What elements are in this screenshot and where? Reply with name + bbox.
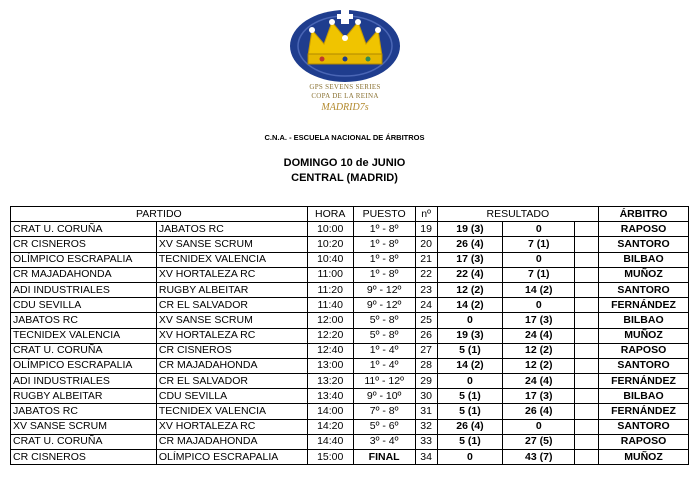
team-away-cell: TECNIDEX VALENCIA (156, 404, 307, 419)
score-home-cell: 14 (2) (437, 298, 503, 313)
score-spacer-cell (575, 419, 599, 434)
score-away-cell: 0 (503, 298, 575, 313)
team-home-cell: CRAT U. CORUÑA (11, 343, 157, 358)
position-cell: 9º - 12º (353, 282, 415, 297)
table-row (11, 419, 689, 434)
table-row (11, 404, 689, 419)
score-home-cell: 26 (4) (437, 237, 503, 252)
team-home-cell: RUGBY ALBEITAR (11, 389, 157, 404)
time-cell: 10:00 (307, 222, 353, 237)
score-home-cell: 19 (3) (437, 328, 503, 343)
score-away-cell: 0 (503, 222, 575, 237)
referee-cell: FERNÁNDEZ (599, 298, 689, 313)
score-spacer-cell (575, 434, 599, 449)
position-cell: 9º - 10º (353, 389, 415, 404)
time-cell: 12:40 (307, 343, 353, 358)
position-cell: 3º - 4º (353, 434, 415, 449)
match-number-cell: 23 (415, 282, 437, 297)
organization-title: C.N.A. - ESCUELA NACIONAL DE ÁRBITROS (264, 133, 425, 142)
schedule-table (10, 206, 689, 465)
score-away-cell: 12 (2) (503, 343, 575, 358)
referee-cell: RAPOSO (599, 222, 689, 237)
table-row (11, 252, 689, 267)
header-hora: HORA (307, 207, 353, 222)
team-away-cell: TECNIDEX VALENCIA (156, 252, 307, 267)
venue-heading: CENTRAL (MADRID) (291, 172, 398, 184)
score-spacer-cell (575, 343, 599, 358)
time-cell: 10:20 (307, 237, 353, 252)
header-puesto: PUESTO (353, 207, 415, 222)
match-number-cell: 28 (415, 358, 437, 373)
score-spacer-cell (575, 358, 599, 373)
team-home-cell: CDU SEVILLA (11, 298, 157, 313)
time-cell: 10:40 (307, 252, 353, 267)
position-cell: 5º - 6º (353, 419, 415, 434)
header-arbitro: ÁRBITRO (599, 207, 689, 222)
score-home-cell: 26 (4) (437, 419, 503, 434)
date-heading: DOMINGO 10 de JUNIO (283, 157, 406, 169)
score-spacer-cell (575, 374, 599, 389)
table-row (11, 222, 689, 237)
logo-line-1: GPS SEVENS SERIES (309, 83, 381, 91)
match-number-cell: 20 (415, 237, 437, 252)
team-away-cell: RUGBY ALBEITAR (156, 282, 307, 297)
team-away-cell: XV HORTALEZA RC (156, 328, 307, 343)
score-spacer-cell (575, 450, 599, 465)
team-away-cell: JABATOS RC (156, 222, 307, 237)
team-away-cell: XV HORTALEZA RC (156, 419, 307, 434)
score-home-cell: 0 (437, 374, 503, 389)
referee-cell: MUÑOZ (599, 450, 689, 465)
team-away-cell: XV SANSE SCRUM (156, 313, 307, 328)
position-cell: 1º - 8º (353, 267, 415, 282)
table-row (11, 358, 689, 373)
logo-line-3: MADRID7s (321, 102, 369, 113)
score-away-cell: 12 (2) (503, 358, 575, 373)
referee-cell: BILBAO (599, 252, 689, 267)
table-row (11, 328, 689, 343)
table-row (11, 313, 689, 328)
time-cell: 11:20 (307, 282, 353, 297)
team-home-cell: ADI INDUSTRIALES (11, 282, 157, 297)
position-cell: 1º - 4º (353, 358, 415, 373)
referee-cell: SANTORO (599, 358, 689, 373)
team-home-cell: ADI INDUSTRIALES (11, 374, 157, 389)
table-row (11, 434, 689, 449)
table-row (11, 237, 689, 252)
match-number-cell: 25 (415, 313, 437, 328)
team-away-cell: CR CISNEROS (156, 343, 307, 358)
score-spacer-cell (575, 298, 599, 313)
score-home-cell: 17 (3) (437, 252, 503, 267)
table-row (11, 450, 689, 465)
time-cell: 15:00 (307, 450, 353, 465)
time-cell: 12:00 (307, 313, 353, 328)
score-home-cell: 19 (3) (437, 222, 503, 237)
time-cell: 11:40 (307, 298, 353, 313)
match-number-cell: 22 (415, 267, 437, 282)
score-spacer-cell (575, 404, 599, 419)
referee-cell: MUÑOZ (599, 328, 689, 343)
team-home-cell: TECNIDEX VALENCIA (11, 328, 157, 343)
score-home-cell: 5 (1) (437, 404, 503, 419)
score-away-cell: 27 (5) (503, 434, 575, 449)
team-home-cell: OLÍMPICO ESCRAPALIA (11, 358, 157, 373)
team-away-cell: OLÍMPICO ESCRAPALIA (156, 450, 307, 465)
score-away-cell: 24 (4) (503, 328, 575, 343)
score-home-cell: 12 (2) (437, 282, 503, 297)
match-number-cell: 24 (415, 298, 437, 313)
header-partido: PARTIDO (11, 207, 308, 222)
time-cell: 14:20 (307, 419, 353, 434)
table-row (11, 282, 689, 297)
team-away-cell: CR EL SALVADOR (156, 298, 307, 313)
score-home-cell: 0 (437, 450, 503, 465)
table-row (11, 298, 689, 313)
position-cell: 9º - 12º (353, 298, 415, 313)
match-number-cell: 33 (415, 434, 437, 449)
time-cell: 14:40 (307, 434, 353, 449)
match-number-cell: 29 (415, 374, 437, 389)
referee-cell: FERNÁNDEZ (599, 404, 689, 419)
score-spacer-cell (575, 237, 599, 252)
table-row (11, 343, 689, 358)
score-home-cell: 22 (4) (437, 267, 503, 282)
score-spacer-cell (575, 252, 599, 267)
header-resultado: RESULTADO (437, 207, 598, 222)
position-cell: 1º - 4º (353, 343, 415, 358)
match-number-cell: 34 (415, 450, 437, 465)
team-home-cell: CRAT U. CORUÑA (11, 434, 157, 449)
score-spacer-cell (575, 313, 599, 328)
team-home-cell: JABATOS RC (11, 313, 157, 328)
team-home-cell: CR CISNEROS (11, 450, 157, 465)
score-home-cell: 5 (1) (437, 343, 503, 358)
referee-cell: SANTORO (599, 282, 689, 297)
score-spacer-cell (575, 282, 599, 297)
team-home-cell: JABATOS RC (11, 404, 157, 419)
team-home-cell: CR CISNEROS (11, 237, 157, 252)
position-cell: 1º - 8º (353, 252, 415, 267)
position-cell: 5º - 8º (353, 313, 415, 328)
score-spacer-cell (575, 328, 599, 343)
time-cell: 12:20 (307, 328, 353, 343)
match-number-cell: 32 (415, 419, 437, 434)
referee-cell: FERNÁNDEZ (599, 374, 689, 389)
team-home-cell: CR MAJADAHONDA (11, 267, 157, 282)
score-away-cell: 24 (4) (503, 374, 575, 389)
match-number-cell: 19 (415, 222, 437, 237)
referee-cell: SANTORO (599, 419, 689, 434)
match-number-cell: 27 (415, 343, 437, 358)
match-number-cell: 30 (415, 389, 437, 404)
time-cell: 13:00 (307, 358, 353, 373)
score-away-cell: 17 (3) (503, 313, 575, 328)
score-home-cell: 5 (1) (437, 389, 503, 404)
team-away-cell: XV SANSE SCRUM (156, 237, 307, 252)
score-away-cell: 0 (503, 419, 575, 434)
score-away-cell: 14 (2) (503, 282, 575, 297)
position-cell: 7º - 8º (353, 404, 415, 419)
score-spacer-cell (575, 389, 599, 404)
referee-cell: BILBAO (599, 313, 689, 328)
time-cell: 14:00 (307, 404, 353, 419)
header-num: nº (415, 207, 437, 222)
referee-cell: RAPOSO (599, 343, 689, 358)
referee-cell: SANTORO (599, 237, 689, 252)
score-away-cell: 43 (7) (503, 450, 575, 465)
score-away-cell: 26 (4) (503, 404, 575, 419)
table-row (11, 374, 689, 389)
match-number-cell: 31 (415, 404, 437, 419)
score-spacer-cell (575, 222, 599, 237)
team-away-cell: CDU SEVILLA (156, 389, 307, 404)
score-home-cell: 5 (1) (437, 434, 503, 449)
position-cell: FINAL (353, 450, 415, 465)
match-number-cell: 26 (415, 328, 437, 343)
score-away-cell: 7 (1) (503, 237, 575, 252)
score-home-cell: 14 (2) (437, 358, 503, 373)
referee-cell: RAPOSO (599, 434, 689, 449)
time-cell: 11:00 (307, 267, 353, 282)
time-cell: 13:40 (307, 389, 353, 404)
position-cell: 1º - 8º (353, 237, 415, 252)
score-away-cell: 0 (503, 252, 575, 267)
match-number-cell: 21 (415, 252, 437, 267)
score-away-cell: 17 (3) (503, 389, 575, 404)
score-away-cell: 7 (1) (503, 267, 575, 282)
position-cell: 1º - 8º (353, 222, 415, 237)
table-row (11, 389, 689, 404)
team-home-cell: OLÍMPICO ESCRAPALIA (11, 252, 157, 267)
table-header-row (11, 207, 689, 222)
time-cell: 13:20 (307, 374, 353, 389)
team-away-cell: CR MAJADAHONDA (156, 434, 307, 449)
team-away-cell: CR EL SALVADOR (156, 374, 307, 389)
referee-cell: BILBAO (599, 389, 689, 404)
referee-cell: MUÑOZ (599, 267, 689, 282)
team-away-cell: CR MAJADAHONDA (156, 358, 307, 373)
score-home-cell: 0 (437, 313, 503, 328)
position-cell: 11º - 12º (353, 374, 415, 389)
table-row (11, 267, 689, 282)
score-spacer-cell (575, 267, 599, 282)
team-home-cell: XV SANSE SCRUM (11, 419, 157, 434)
team-home-cell: CRAT U. CORUÑA (11, 222, 157, 237)
position-cell: 5º - 8º (353, 328, 415, 343)
logo-line-2: COPA DE LA REINA (311, 92, 379, 100)
team-away-cell: XV HORTALEZA RC (156, 267, 307, 282)
